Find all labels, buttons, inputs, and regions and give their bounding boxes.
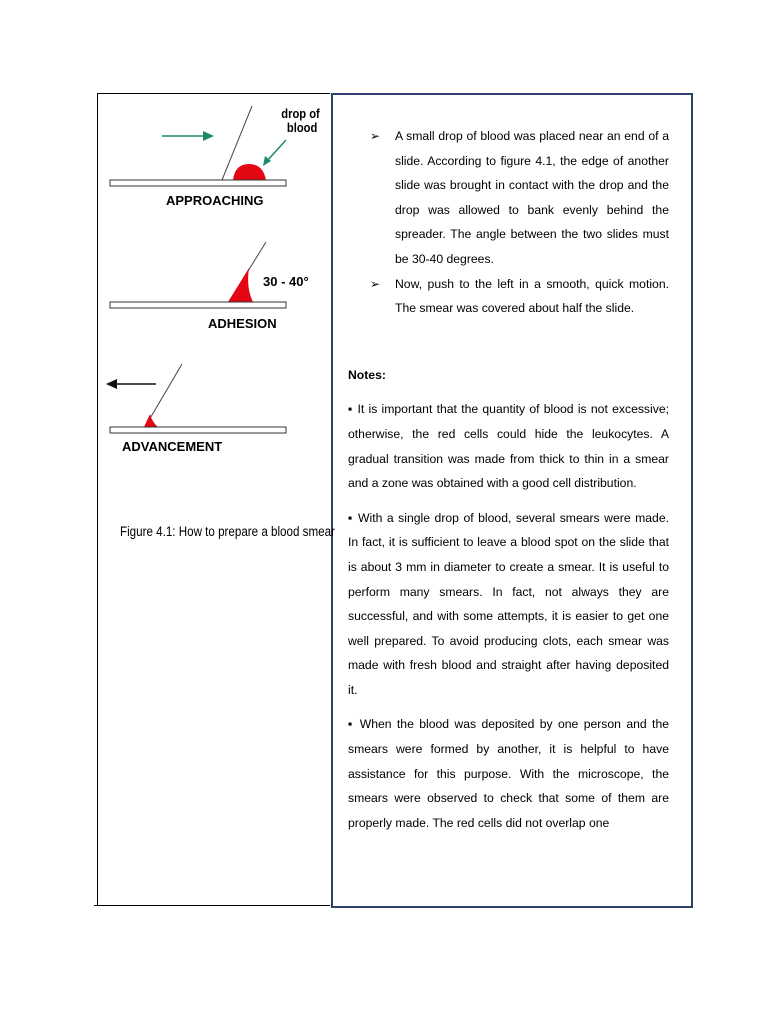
step-label-advancement: ADVANCEMENT bbox=[122, 439, 223, 454]
note-paragraph-3: ▪ When the blood was deposited by one person and the smears were formed by another, it is helpful to have assistance for this purpose. With the microscope, the smears were observed to check that some of them are properly made. The red cells did not overlap one bbox=[348, 717, 669, 830]
notes-heading: Notes: bbox=[348, 367, 386, 382]
slide-2 bbox=[110, 302, 286, 308]
advance-arrow-icon bbox=[106, 379, 117, 389]
figure-caption: Figure 4.1: How to prepare a blood smear bbox=[120, 524, 335, 539]
step-label-approaching: APPROACHING bbox=[166, 193, 264, 208]
blood-smear-figure bbox=[100, 96, 325, 516]
procedure-step-text: A small drop of blood was placed near an end of a slide. According to figure 4.1, the edge of another slide was brought in contact with the drop and the drop was allowed to bank evenly behind the spreader. The angle between the two slides must be 30-40 degrees. bbox=[395, 129, 669, 266]
note-paragraph-1: ▪ It is important that the quantity of blood is not excessive; otherwise, the red cells could hide the leukocytes. A gradual transition was made from thick to thin in a smear and a zone was obtained with a good cell distribution. bbox=[348, 402, 669, 491]
arrow-bullet-icon: ➢ bbox=[370, 129, 381, 143]
procedure-text bbox=[348, 124, 669, 845]
table-bottom-border bbox=[94, 905, 330, 906]
procedure-step-text: Now, push to the left in a smooth, quick motion. The smear was covered about half the slide. bbox=[395, 276, 669, 316]
drop-pointer-line bbox=[266, 140, 286, 162]
approach-arrow-head bbox=[203, 131, 214, 141]
advancement-step bbox=[106, 364, 286, 454]
slide-3 bbox=[110, 427, 286, 433]
procedure-step-2 bbox=[348, 272, 669, 321]
note-paragraph-2: ▪ With a single drop of blood, several smears were made. In fact, it is sufficient to leave a blood spot on the slide that is about 3 mm in diameter to create a smear. It is useful to perform many smears. In fact, not always they are successful, and with some attempts, it is easier to get one well prepared. To avoid producing clots, each smear was made with fresh blood and straight after having deposited it. bbox=[348, 510, 669, 697]
adhesion-step bbox=[110, 242, 309, 331]
blood-drop bbox=[233, 164, 266, 180]
blood-wedge bbox=[228, 268, 253, 302]
angle-label: 30 - 40° bbox=[263, 274, 309, 289]
approaching-step bbox=[110, 106, 323, 208]
drop-label-line1: drop of bbox=[281, 106, 320, 122]
procedure-step-1 bbox=[348, 124, 669, 272]
slide-1 bbox=[110, 180, 286, 186]
drop-label-line2: blood bbox=[286, 120, 318, 136]
drop-label bbox=[281, 106, 323, 135]
step-label-adhesion: ADHESION bbox=[208, 316, 277, 331]
arrow-bullet-icon: ➢ bbox=[370, 276, 381, 291]
